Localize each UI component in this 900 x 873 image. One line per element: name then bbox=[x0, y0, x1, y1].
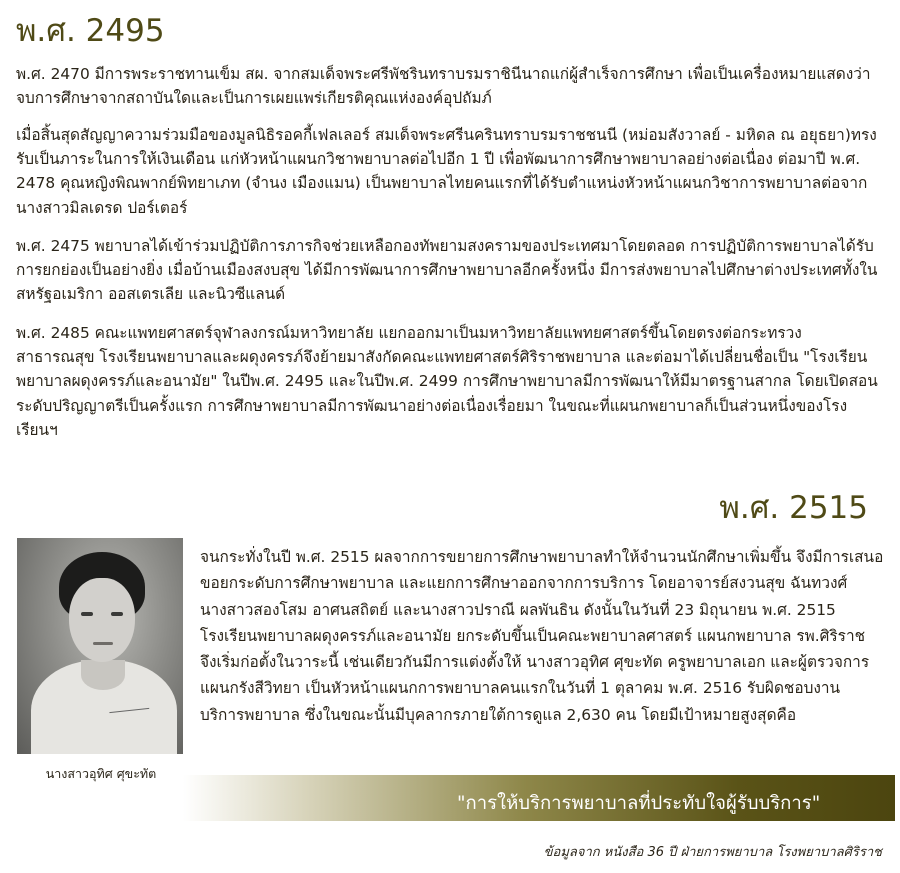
paragraph-2485: พ.ศ. 2485 คณะแพทยศาสตร์จุฬาลงกรณ์มหาวิทยาลัย แยกออกมาเป็นมหาวิทยาลัยแพทยศาสตร์ขึ้นโดยตรงต่อกระทรวงสาธารณสุข โรงเรียนพยาบาลและผดุงครรภ์จึงย้ายมาสังกัดคณะแพทยศาสตร์ศิริราชพยาบาล และต่อมาได้เปลี่ยนชื่อเป็น "โรงเรียนพยาบาลผดุงครรภ์และอนามัย" ในปีพ.ศ. 2495 และในปีพ.ศ. 2499 การศึกษาพยาบาลมีการพัฒนาให้มีมาตรฐานสากล โดยเปิดสอนระดับปริญญาตรีเป็นครั้งแรก การศึกษาพยาบาลมีการพัฒนาอย่างต่อเนื่องเรื่อยมา ในขณะที่แผนกพยาบาลก็เป็นส่วนหนึ่งของโรงเรียนฯ bbox=[16, 324, 878, 439]
paragraph-2515: จนกระทั่งในปี พ.ศ. 2515 ผลจากการขยายการศึกษาพยาบาลทำให้จำนวนนักศึกษาเพิ่มขึ้น จึงมีการเสนอขอยกระดับการศึกษาพยาบาล และแยกการศึกษาออกจากการบริการ โดยอาจารย์สงวนสุข ฉันทวงศ์ นางสาวสองโสม อาศนสถิตย์ และนางสาวปราณี ผลพันธิน ดังนั้นในวันที่ 23 มิถุนายน พ.ศ. 2515 โรงเรียนพยาบาลผดุงครรภ์และอนามัย ยกระดับขึ้นเป็นคณะพยาบาลศาสตร์ แผนกพยาบาล รพ.ศิริราช จึงเริ่มก่อตั้งในวาระนี้ เช่นเดียวกันมีการแต่งตั้งให้ นางสาวอุทิศ ศุขะทัต ครูพยาบาลเอก และผู้ตรวจการแผนกรังสีวิทยา เป็นหัวหน้าแผนกการพยาบาลคนแรกในวันที่ 1 ตุลาคม พ.ศ. 2516 รับผิดชอบงานบริการพยาบาล ซึ่งในขณะนั้นมีบุคลากรภายใต้การดูแล 2,630 คน โดยมีเป้าหมายสูงสุดคือ bbox=[200, 548, 884, 724]
heading-2515: พ.ศ. 2515 bbox=[719, 490, 868, 526]
paragraph-2470: พ.ศ. 2470 มีการพระราชทานเข็ม สผ. จากสมเด็จพระศรีพัชรินทราบรมราชินีนาถแก่ผู้สำเร็จการศึกษา เพื่อเป็นเครื่องหมายแสดงว่าจบการศึกษาจากสถาบันใดและเป็นการเผยแพร่เกียรติคุณแห่งองค์อุปถัมภ์ bbox=[16, 65, 871, 108]
heading-2495: พ.ศ. 2495 bbox=[16, 13, 165, 49]
paragraph-rockefeller: เมื่อสิ้นสุดสัญญาความร่วมมือของมูลนิธิรอคกี้เฟลเลอร์ สมเด็จพระศรีนครินทราบรมราชชนนี (หม่อมสังวาลย์ - มหิดล ณ อยุธยา)ทรงรับเป็นภาระในการให้เงินเดือน แก่หัวหน้าแผนกวิชาพยาบาลต่อไปอีก 1 ปี เพื่อพัฒนาการศึกษาพยาบาลอย่างต่อเนื่อง ต่อมาปี พ.ศ. 2478 คุณหญิงพิณพากย์พิทยาเภท (จำนง เมืองแมน) เป็นพยาบาลไทยคนแรกที่ได้รับตำแหน่งหัวหน้าแผนกวิชาการพยาบาลต่อจากนางสาวมิลเดรด ปอร์เตอร์ bbox=[16, 126, 877, 217]
quote-text: "การให้บริการพยาบาลที่ประทับใจผู้รับบริการ" bbox=[457, 793, 821, 814]
photo-caption: นางสาวอุทิศ ศุขะทัต bbox=[45, 766, 157, 781]
paragraph-2475: พ.ศ. 2475 พยาบาลได้เข้าร่วมปฏิบัติการภารกิจช่วยเหลือกองทัพยามสงครามของประเทศมาโดยตลอด การปฏิบัติการพยาบาลได้รับการยกย่องเป็นอย่างยิ่ง เมื่อบ้านเมืองสงบสุข ได้มีการพัฒนาการศึกษาพยาบาลอีกครั้งหนึ่ง มีการส่งพยาบาลไปศึกษาต่างประเทศทั้งในสหรัฐอเมริกา ออสเตรเลีย และนิวซีแลนด์ bbox=[16, 237, 878, 304]
portrait-photo bbox=[17, 538, 183, 754]
source-credit: ข้อมูลจาก หนังสือ 36 ปี ฝ่ายการพยาบาล โรงพยาบาลศิริราช bbox=[543, 845, 882, 860]
